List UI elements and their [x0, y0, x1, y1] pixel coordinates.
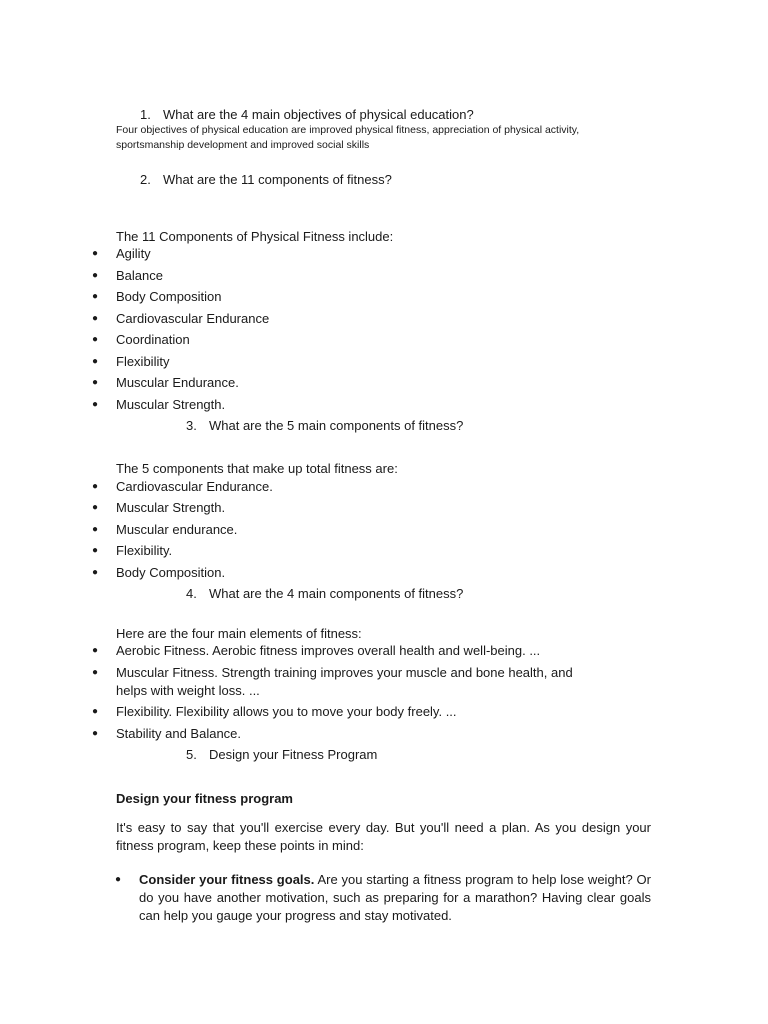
bullet-icon: ●: [92, 313, 99, 324]
section-heading: Design your fitness program: [116, 791, 293, 806]
bullet-icon: ●: [115, 874, 122, 885]
answer-4-intro: Here are the four main elements of fitness:: [116, 626, 362, 641]
list-item-continuation: helps with weight loss. ...: [116, 683, 260, 698]
bullet-icon: ●: [92, 248, 99, 259]
list-item: Body Composition.: [116, 565, 226, 580]
bullet-icon: ●: [92, 334, 99, 345]
list-item: Muscular Fitness. Strength training improves your muscle and bone health, and: [116, 665, 573, 680]
list-item: Body Composition: [116, 289, 222, 304]
list-item: Muscular endurance.: [116, 522, 238, 537]
tip-paragraph: [139, 871, 651, 925]
question-2-number: 2.: [140, 172, 151, 187]
bullet-icon: ●: [92, 728, 99, 739]
list-item: Coordination: [116, 332, 190, 347]
bullet-icon: ●: [92, 291, 99, 302]
list-item: Muscular Strength.: [116, 397, 226, 412]
question-3-number: 3.: [186, 418, 197, 433]
list-item: Flexibility. Flexibility allows you to move your body freely. ...: [116, 704, 457, 719]
bullet-icon: ●: [92, 545, 99, 556]
list-item: Muscular Strength.: [116, 500, 226, 515]
bullet-icon: ●: [92, 399, 99, 410]
bullet-icon: ●: [92, 645, 99, 656]
list-item: Stability and Balance.: [116, 726, 242, 741]
tip-text: Are you starting a fitness program to help lose weight? Or do you have another motivation, such as preparing for a marathon? Having clear goals can help you gauge your progress and stay motivated.: [139, 872, 651, 923]
question-2-text: What are the 11 components of fitness?: [163, 172, 392, 187]
bullet-icon: ●: [92, 356, 99, 367]
bullet-icon: ●: [92, 706, 99, 717]
tip-heading: Consider your fitness goals.: [139, 872, 315, 887]
bullet-icon: ●: [92, 667, 99, 678]
answer-2-intro: The 11 Components of Physical Fitness include:: [116, 229, 394, 244]
intro-paragraph: It's easy to say that you'll exercise every day. But you'll need a plan. As you design your fitness program, keep these points in mind:: [116, 820, 651, 853]
bullet-icon: ●: [92, 270, 99, 281]
list-item: Muscular Endurance.: [116, 375, 239, 390]
question-4-text: What are the 4 main components of fitness?: [209, 586, 464, 601]
list-item: Cardiovascular Endurance.: [116, 479, 273, 494]
question-5-number: 5.: [186, 747, 197, 762]
question-5-text: Design your Fitness Program: [209, 747, 378, 762]
list-item: Balance: [116, 268, 163, 283]
bullet-icon: ●: [92, 377, 99, 388]
question-1-text: What are the 4 main objectives of physical education?: [163, 107, 474, 122]
bullet-icon: ●: [92, 567, 99, 578]
list-item: Agility: [116, 246, 151, 261]
question-4-number: 4.: [186, 586, 197, 601]
bullet-icon: ●: [92, 524, 99, 535]
question-3-text: What are the 5 main components of fitness?: [209, 418, 464, 433]
question-1-number: 1.: [140, 107, 151, 122]
bullet-icon: ●: [92, 481, 99, 492]
list-item: Flexibility: [116, 354, 170, 369]
answer-1-line-2: sportsmanship development and improved social skills: [116, 139, 370, 151]
list-item: Cardiovascular Endurance: [116, 311, 270, 326]
list-item: Flexibility.: [116, 543, 173, 558]
bullet-icon: ●: [92, 502, 99, 513]
answer-1-line-1: Four objectives of physical education are improved physical fitness, appreciation of physical activity,: [116, 124, 580, 136]
answer-3-intro: The 5 components that make up total fitness are:: [116, 461, 398, 476]
list-item: Aerobic Fitness. Aerobic fitness improves overall health and well-being. ...: [116, 643, 541, 658]
